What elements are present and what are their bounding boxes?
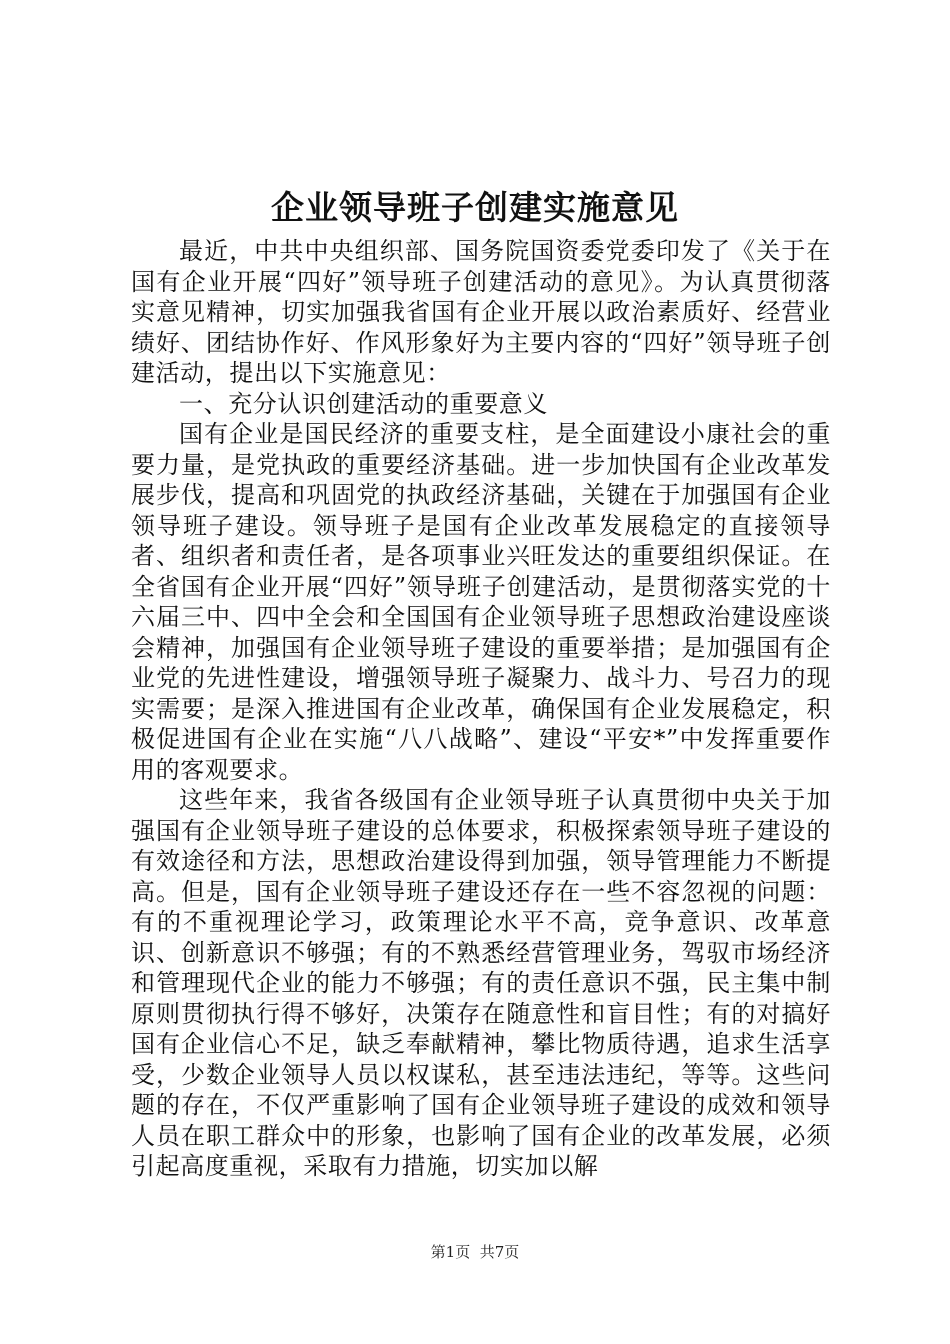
- paragraph-problems: 这些年来，我省各级国有企业领导班子认真贯彻中央关于加强国有企业领导班子建设的总体要求，积极探索领导班子建设的有效途径和方法，思想政治建设得到加强，领导管理能力不断提高。但是，国有企业领导班子建设还存在一些不容忽视的问题：有的不重视理论学习，政策理论水平不高，竞争意识、改革意识、创新意识不够强；有的不熟悉经营管理业务，驾驭市场经济和管理现代企业的能力不够强；有的责任意识不强，民主集中制原则贯彻执行得不够好，决策存在随意性和盲目性；有的对搞好国有企业信心不足，缺乏奉献精神，攀比物质待遇，追求生活享受，少数企业领导人员以权谋私，甚至违法违纪，等等。这些问题的存在，不仅严重影响了国有企业领导班子建设的成效和领导人员在职工群众中的形象，也影响了国有企业的改革发展，必须引起高度重视，采取有力措施，切实加以解: [131, 786, 831, 1180]
- document-title: 企业领导班子创建实施意见: [271, 188, 679, 227]
- page-total: 共7页: [479, 1243, 520, 1261]
- document-body: [131, 236, 831, 1182]
- page-number: 第1页: [430, 1243, 471, 1261]
- page-footer: [0, 1242, 950, 1262]
- paragraph-significance: 国有企业是国民经济的重要支柱，是全面建设小康社会的重要力量，是党执政的重要经济基础。进一步加快国有企业改革发展步伐，提高和巩固党的执政经济基础，关键在于加强国有企业领导班子建设。领导班子是国有企业改革发展稳定的直接领导者、组织者和责任者，是各项事业兴旺发达的重要组织保证。在全省国有企业开展“四好”领导班子创建活动，是贯彻落实党的十六届三中、四中全会和全国国有企业领导班子思想政治建设座谈会精神，加强国有企业领导班子建设的重要举措；是加强国有企业党的先进性建设，增强领导班子凝聚力、战斗力、号召力的现实需要；是深入推进国有企业改革，确保国有企业发展稳定，积极促进国有企业在实施“八八战略”、建设“平安*”中发挥重要作用的客观要求。: [131, 420, 831, 784]
- paragraph-intro: 最近，中共中央组织部、国务院国资委党委印发了《关于在国有企业开展“四好”领导班子创建活动的意见》。为认真贯彻落实意见精神，切实加强我省国有企业开展以政治素质好、经营业绩好、团结协作好、作风形象好为主要内容的“四好”领导班子创建活动，提出以下实施意见：: [131, 237, 831, 387]
- section-heading-1: 一、充分认识创建活动的重要意义: [179, 389, 548, 418]
